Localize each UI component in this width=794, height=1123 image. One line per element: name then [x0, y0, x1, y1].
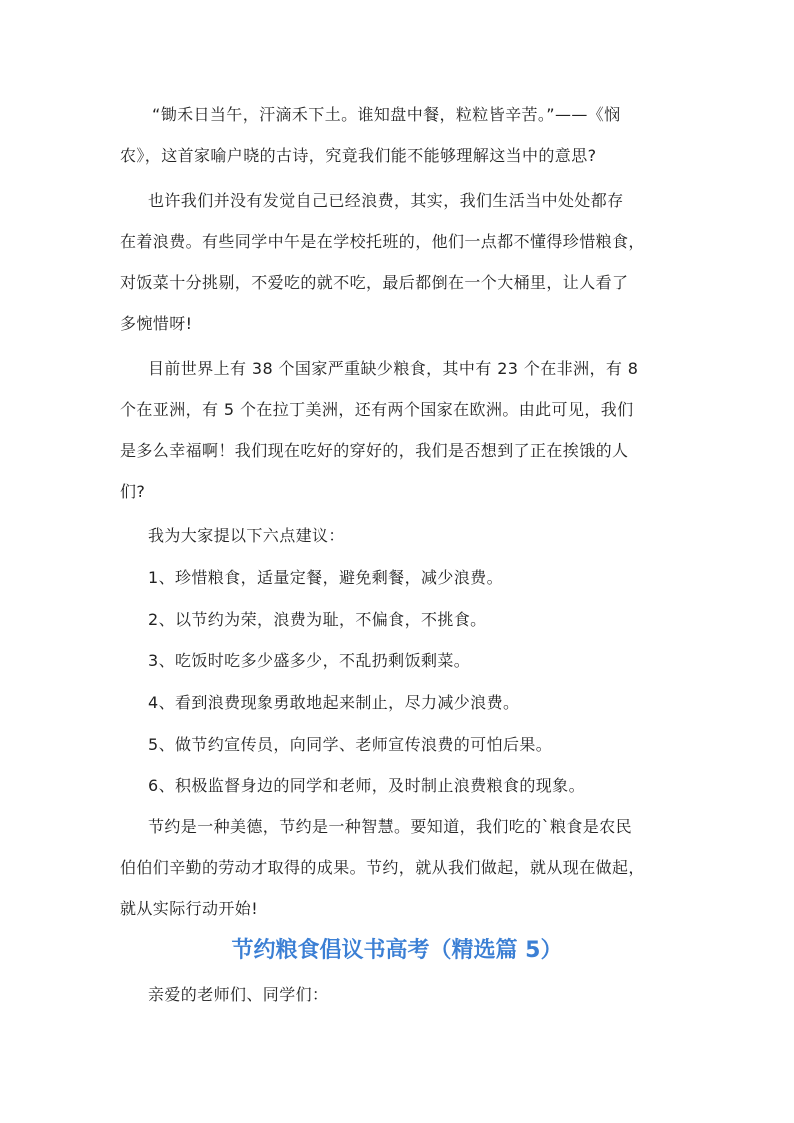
text-line: 们?	[120, 482, 146, 501]
text-line: 1、珍惜粮食，适量定餐，避免剩餐，减少浪费。	[148, 568, 503, 587]
paragraph-world	[120, 348, 680, 512]
text-line: 3、吃饭时吃多少盛多少，不乱扔剩饭剩菜。	[148, 651, 471, 670]
paragraph-intro-suggestions	[120, 515, 680, 556]
suggestion-1	[120, 557, 680, 598]
text-line: 个在亚洲，有 5 个在拉丁美洲，还有两个国家在欧洲。由此可见，我们	[120, 400, 634, 419]
text-line: 就从实际行动开始!	[120, 899, 259, 918]
text-line: 对饭菜十分挑剔，不爱吃的就不吃，最后都倒在一个大桶里，让人看了	[120, 273, 629, 292]
text-line: 多惋惜呀!	[120, 314, 193, 333]
paragraph-conclusion	[120, 806, 680, 929]
paragraph-waste	[120, 180, 680, 344]
suggestion-5	[120, 724, 680, 765]
text-line: 农》，这首家喻户晓的古诗，究竟我们能不能够理解这当中的意思?	[120, 146, 597, 165]
text-line: “锄禾日当午，汗滴禾下土。谁知盘中餐，粒粒皆辛苦。”——《悯	[152, 105, 621, 124]
text-line: 我为大家提以下六点建议：	[148, 526, 345, 545]
text-line: 伯伯们辛勤的劳动才取得的成果。节约，就从我们做起，就从现在做起，	[120, 858, 645, 877]
text-line: 是多么幸福啊！我们现在吃好的穿好的，我们是否想到了正在挨饿的人	[120, 441, 629, 460]
text-line: 也许我们并没有发觉自己已经浪费，其实，我们生活当中处处都存	[148, 191, 624, 210]
paragraph-poem	[120, 94, 680, 176]
text-line: 在着浪费。有些同学中午是在学校托班的，他们一点都不懂得珍惜粮食，	[120, 232, 645, 251]
text-line: 4、看到浪费现象勇敢地起来制止，尽力减少浪费。	[148, 693, 520, 712]
text-line: 目前世界上有 38 个国家严重缺少粮食，其中有 23 个在非洲，有 8	[148, 359, 639, 378]
suggestion-4	[120, 682, 680, 723]
text-line: 2、以节约为荣，浪费为耻，不偏食，不挑食。	[148, 610, 487, 629]
text-line: 6、积极监督身边的同学和老师，及时制止浪费粮食的现象。	[148, 776, 585, 795]
suggestion-6	[120, 765, 680, 806]
paragraph-greeting	[120, 974, 680, 1015]
text-line: 5、做节约宣传员，向同学、老师宣传浪费的可怕后果。	[148, 735, 553, 754]
suggestion-3	[120, 640, 680, 681]
suggestion-2	[120, 599, 680, 640]
section-heading: 节约粮食倡议书高考（精选篇 5）	[231, 938, 563, 963]
text-line: 亲爱的老师们、同学们：	[148, 985, 329, 1004]
text-line: 节约是一种美德，节约是一种智慧。要知道，我们吃的`粮食是农民	[148, 817, 633, 836]
